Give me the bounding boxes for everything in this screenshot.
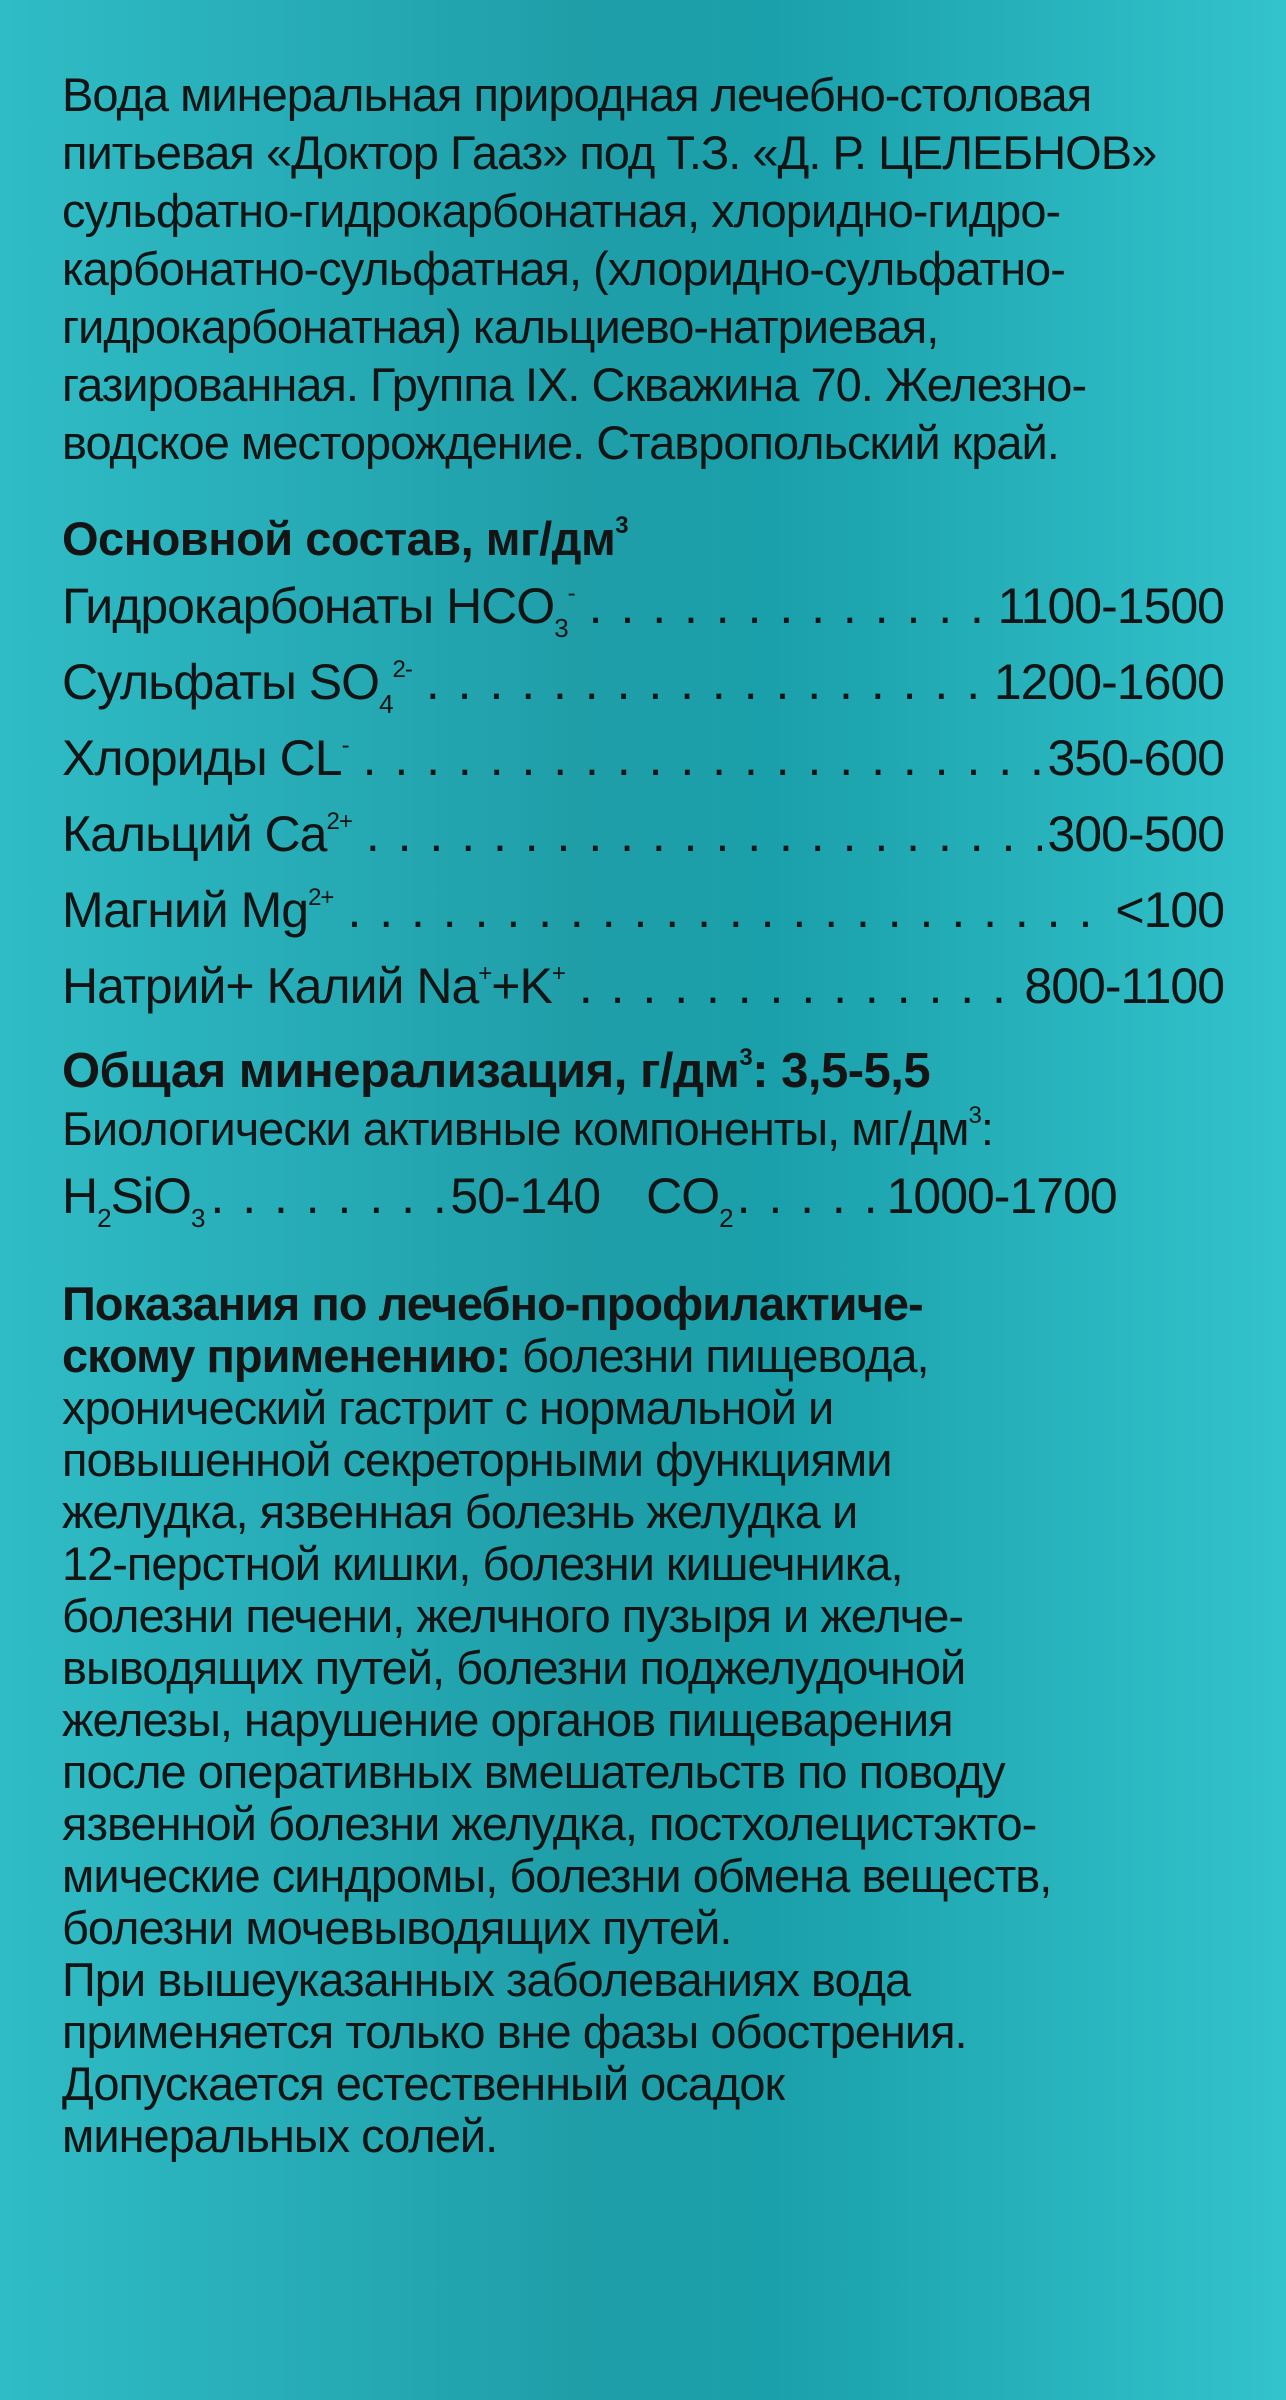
indications-line: болезни мочевыводящих путей. [62,1901,732,1954]
component-name: Кальций $Ca^{2+}$ [62,806,352,862]
composition-title: Основной состав, $мг/дм^3$ [62,512,629,565]
component-value: 350-600 [1047,730,1224,786]
component-name: Хлориды CL- [62,730,349,786]
dot-leader [363,720,1042,796]
indications-line: Допускается естественный осадок [62,2057,785,2110]
dot-leader [426,644,988,720]
intro-line: питьевая «Доктор Гааз» под Т.З. «Д. Р. ЦЕЛЕБНОВ» [62,126,1157,179]
component-value: 300-500 [1047,806,1224,862]
indications-line: минеральных солей. [62,2109,498,2162]
intro-line: карбонатно-сульфатная, (хлоридно-сульфатно- [62,242,1065,295]
indications-line: мические синдромы, болезни обмена веществ, [62,1849,1052,1902]
component-value: 1200-1600 [993,654,1224,710]
composition-row-cl [62,720,1224,796]
indications-line: выводящих путей, болезни поджелудочной [62,1641,966,1694]
dot-leader [366,796,1042,872]
indications-line: железы, нарушение органов пищеварения [62,1693,953,1746]
component-name: Магний $Mg^{2+}$ [62,882,334,938]
dot-leader [210,1158,446,1234]
component-name: Натрий+ Калий Na++K+ [62,958,565,1014]
composition-row-so4 [62,644,1224,720]
indications-line: скому применению: болезни пищевода, [62,1329,929,1382]
indications-line: 12-перстной кишки, болезни кишечника, [62,1537,903,1590]
component-value: 800-1100 [1024,958,1224,1014]
intro-line: сульфатно-гидрокарбонатная, хлоридно-гидро- [62,184,1061,237]
component-value: 1100-1500 [997,578,1224,634]
mineralization-title: Общая минерализация, $г/дм^3$: 3,5-5,5 [62,1044,931,1098]
indications-line: после оперативных вмешательств по поводу [62,1745,1005,1798]
dot-leader [589,568,992,644]
indications-line: повышенной секреторными функциями [62,1433,892,1486]
co2-name: $CO_2$ [646,1168,733,1233]
composition-row-mg [62,872,1224,948]
co2-value: 1000-1700 [886,1168,1117,1224]
intro-line: гидрокарбонатная) кальциево-натриевая, [62,300,939,353]
dot-leader [347,872,1109,948]
indications-line: желудка, язвенная болезнь желудка и [62,1485,858,1538]
intro-line: Вода минеральная природная лечебно-столовая [62,68,1092,121]
indications-line: язвенной болезни желудка, постхолецистэкто- [62,1797,1037,1850]
component-value: <100 [1115,882,1224,938]
bio-components-label: Биологически активные компоненты, $мг/дм^3$: [62,1102,993,1155]
composition-section [62,510,1224,1024]
dot-leader [737,1158,883,1234]
component-name: Гидрокарбонаты $HCO_3^-$ [62,578,575,643]
indications-section [62,1278,1224,2162]
indications-line: болезни печени, желчного пузыря и желче- [62,1589,964,1642]
composition-row-na-k [62,948,1224,1024]
product-description [62,66,1224,472]
indications-title: Показания по лечебно-профилактиче- [62,1277,923,1330]
mineralization-section [62,1042,1224,1234]
indications-line: При вышеуказанных заболеваниях вода [62,1953,911,2006]
dot-leader [579,948,1019,1024]
intro-line: газированная. Группа IX. Скважина 70. Железно- [62,358,1087,411]
composition-row-ca [62,796,1224,872]
composition-row-hco3 [62,568,1224,644]
h2sio3-value: 50-140 [450,1168,601,1224]
bio-components-row [62,1158,1224,1234]
h2sio3-name: $H_2SiO_3$ [62,1168,205,1233]
intro-line: водское месторождение. Ставропольский край. [62,416,1059,469]
indications-line: применяется только вне фазы обострения. [62,2005,967,2058]
indications-line: хронический гастрит с нормальной и [62,1381,834,1434]
component-name: Сульфаты $SO_4^{2-}$ [62,654,412,719]
